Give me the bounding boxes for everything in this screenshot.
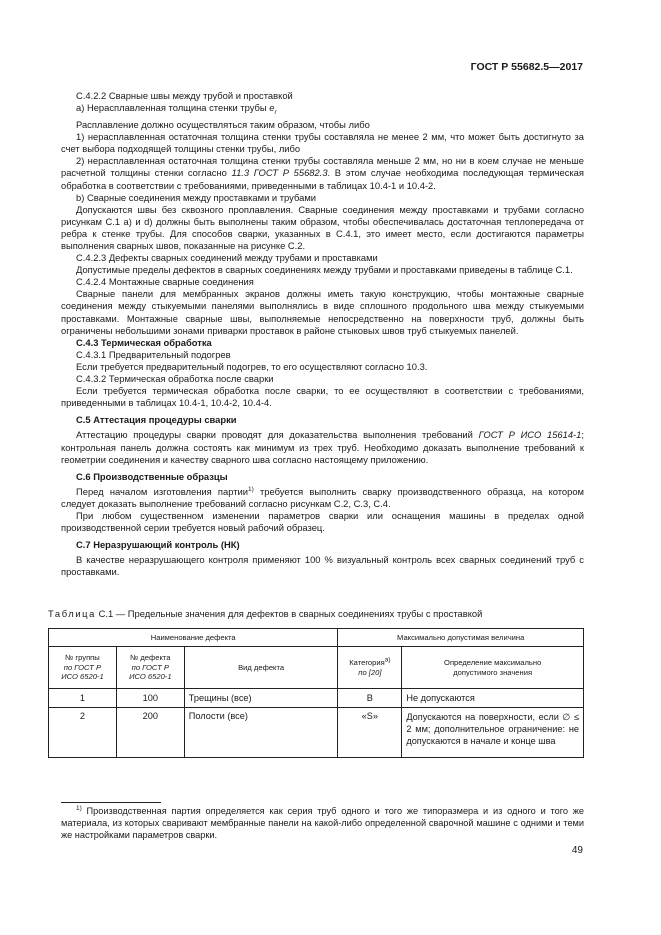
cell-kind: Трещины (все)	[184, 689, 338, 708]
paragraph: Допустимые пределы дефектов в сварных соединениях между трубами и проставками приведены в таблице С.1.	[76, 264, 573, 276]
cell-category: «S»	[338, 708, 402, 758]
document-id: ГОСТ Р 55682.5—2017	[470, 61, 583, 73]
header-group-no: № группы по ГОСТ Р ИСО 6520-1	[49, 647, 117, 689]
cell-defect: 100	[116, 689, 184, 708]
paragraph: а) Нерасплавленная толщина стенки трубы $e_r$	[76, 102, 277, 116]
footnote-divider	[61, 802, 161, 803]
paragraph: Допускаются швы без сквозного проплавления. Сварные соединения между проставками и трубами согласно рисункам С.1 а) и d) должны быть выполнены таким образом, чтобы обеспечивалась достаточная теплопередача от ребра к стенке трубы. Для способов сварки, указанных в С.4.1, это имеет место, если достигаются параметры выполнения сварных швов, показанные на рисунке С.2.	[61, 203, 584, 251]
header-kind: Вид дефекта	[184, 647, 338, 689]
body-text	[61, 90, 584, 578]
cell-definition: Допускаются на поверхности, если ∅ ≤ 2 мм; дополнительное ограничение: не допускаются в начале и конце шва	[402, 708, 584, 758]
table-row	[49, 689, 584, 708]
footnote-marker: 1)	[76, 804, 82, 812]
section-heading: С.6 Производственные образцы	[76, 470, 228, 482]
table-caption-label: Таблица	[48, 608, 96, 619]
header-defect-name: Наименование дефекта	[49, 629, 338, 647]
paragraph: С.4.2.4 Монтажные сварные соединения	[76, 276, 254, 288]
header-category: Категория$^{а)}$ по [20]	[338, 647, 402, 689]
cell-group: 1	[49, 689, 117, 708]
paragraph: 1) нерасплавленная остаточная толщина стенки трубы составляла не менее 2 мм, что может быть достигнуто за счет выбора подходящей толщины стенки трубы, либо	[61, 131, 584, 155]
header-defect-no: № дефекта по ГОСТ Р ИСО 6520-1	[116, 647, 184, 689]
paragraph: Перед началом изготовления партии$^{1)}$ требуется выполнить сварку производственного образца, на котором следует доказать выполнение требований согласно рисункам С.2, С.3, С.4.	[61, 485, 584, 509]
paragraph: В качестве неразрушающего контроля применяют 100 % визуальный контроль всех сварных соединений труб с проставками.	[61, 554, 584, 578]
cell-group: 2	[49, 708, 117, 758]
header-definition: Определение максимально допустимого значения	[402, 647, 584, 689]
section-heading: С.7 Неразрушающий контроль (НК)	[76, 539, 240, 551]
paragraph: C.4.2.2 Сварные швы между трубой и проставкой	[76, 90, 293, 101]
paragraph: С.4.2.3 Дефекты сварных соединений между трубами и проставками	[76, 252, 378, 264]
page-number: 49	[571, 845, 583, 856]
paragraph: b) Сварные соединения между проставками и трубами	[76, 191, 317, 203]
header-max-value: Максимально допустимая величина	[338, 629, 584, 647]
paragraph: 2) нерасплавленная остаточная толщина стенки трубы составляла меньше 2 мм, но ни в коем случае не меньше расчетной толщины стенки согласно 11.3 ГОСТ Р 55682.3. В этом случае необходима последующая термическая обработка в соответствии с требованиями, приведенными в таблицах 10.4-1 и 10.4-2.	[61, 155, 584, 191]
cell-defect: 200	[116, 708, 184, 758]
paragraph: С.4.3.1 Предварительный подогрев	[76, 348, 231, 360]
footnote	[61, 805, 584, 841]
table-row	[49, 708, 584, 758]
cell-category: B	[338, 689, 402, 708]
defects-table	[48, 628, 584, 758]
table-caption	[48, 608, 482, 619]
table-caption-text: С.1 — Предельные значения для дефектов в сварных соединениях трубы с проставкой	[95, 608, 483, 619]
cell-definition: Не допускаются	[402, 689, 584, 708]
footnote-text: Производственная партия определяется как серия труб одного и того же типоразмера и из одного и того же материала, из которых сваривают мембранные панели на какой-либо определенной сварочной машине с одними и теми же настройками параметров сварки.	[61, 806, 584, 840]
paragraph: При любом существенном изменении параметров сварки или оснащения машины в пределах одной производственной серии требуется новый рабочий образец.	[61, 509, 584, 534]
paragraph: С.4.3.2 Термическая обработка после сварки	[76, 373, 274, 385]
cell-kind: Полости (все)	[184, 708, 338, 758]
section-heading: С.4.3 Термическая обработка	[76, 336, 212, 348]
paragraph: Аттестацию процедуры сварки проводят для доказательства выполнения требований ГОСТ Р ИСО 15614-1; контрольная панель должна состоять как минимум из трех труб. Необходимо доказать выполнение требований к геометрии соединения и качеству сварного шва согласно настоящему приложению.	[61, 429, 584, 465]
paragraph: Если требуется предварительный подогрев, то его осуществляют согласно 10.3.	[76, 360, 428, 372]
paragraph: Расплавление должно осуществляться таким образом, чтобы либо	[76, 119, 370, 131]
paragraph: Сварные панели для мембранных экранов должны иметь такую конструкцию, чтобы монтажные сварные соединения между стыкуемыми панелями выполнялись в виде сплошного продольного шва между стыкуемыми проставками. Монтажные сварные швы, выполняемые непосредственно на поверхности труб, должны быть ограничены небольшими зонами приварки проставок в районе стыковых швов труб стыкуемых панелей.	[61, 288, 584, 336]
paragraph: Если требуется термическая обработка после сварки, то ее осуществляют в соответствии с требованиями, приведенными в таблицах 10.4-1, 10.4-2, 10.4-4.	[61, 385, 584, 409]
section-heading: С.5 Аттестация процедуры сварки	[76, 414, 237, 426]
